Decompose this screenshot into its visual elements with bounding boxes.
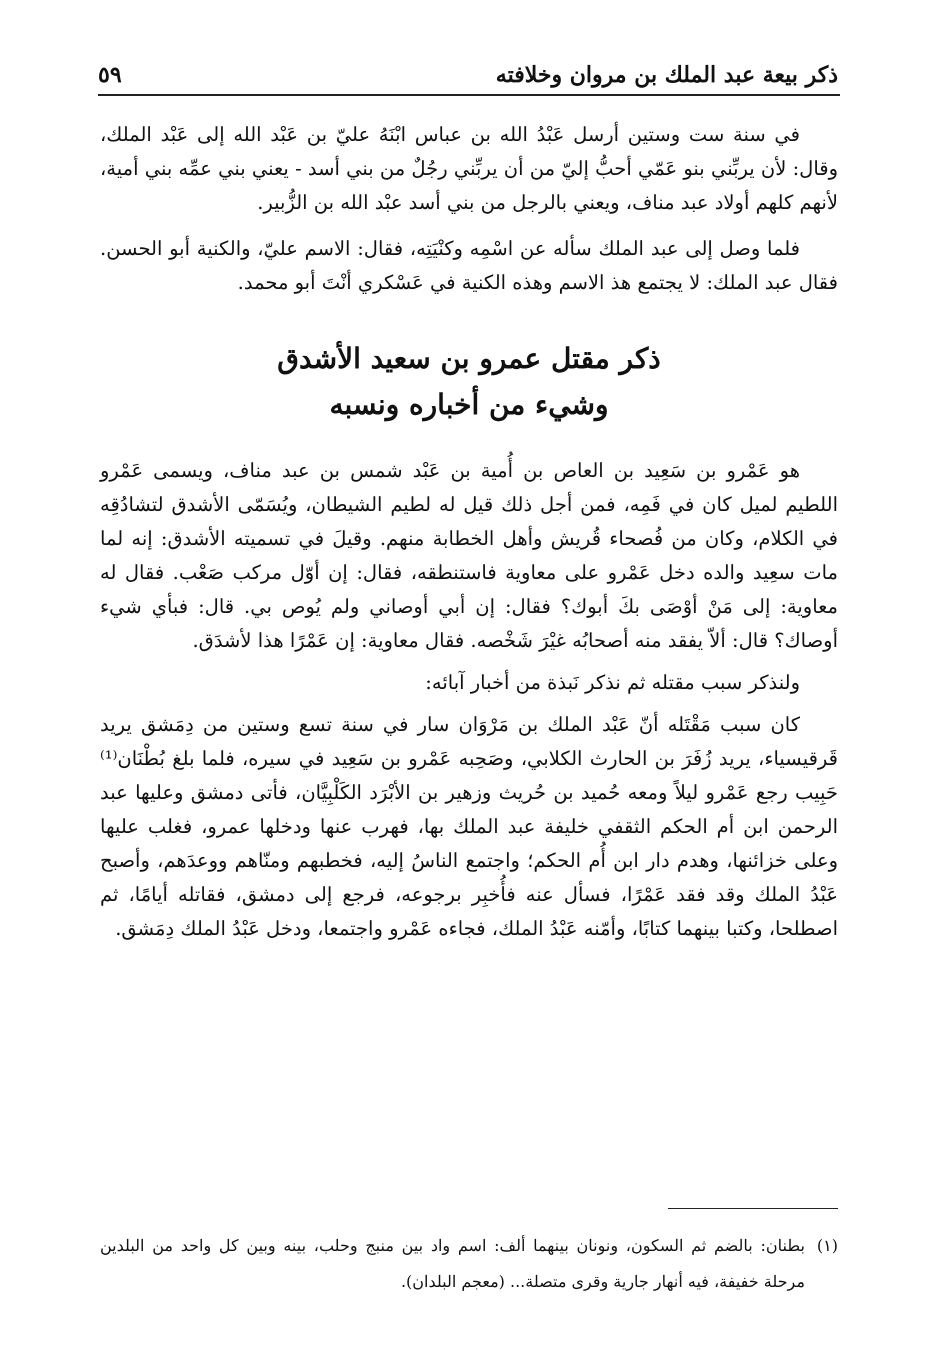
main-text — [100, 118, 838, 946]
paragraph: هو عَمْرو بن سَعِيد بن العاص بن أُمية بن عَبْد شمس بن عبد مناف، ويسمى عَمْرو اللطيم لميل كان في فَمِه، فمن أجل ذلك قيل له لطيم الشيطان، ويُسَمّى الأشدق لتشادُقِه في الكلام، وكان من فُصحاء قُريش وأهل الخطابة منهم. وقيلَ في تسميته الأشدق: إنه لما مات سعِيد والده دخل عَمْرو على معاوية فاستنطقه، فقال: إن أوّل مركب صَعْب. فقال له معاوية: إلى مَنْ أوْصَى بكَ أبوك؟ فقال: إن أبي أوصاني ولم يُوص بي. قال: فبأي شيء أوصاك؟ قال: ألاّ يفقد منه أصحابُه غيْرَ شَخْصه. فقال معاوية: إن عَمْرًا هذا لأشدَق. — [100, 459, 838, 652]
section-heading-line: ذكر مقتل عمرو بن سعيد الأشدق — [277, 342, 661, 375]
paragraph: ولنذكر سبب مقتله ثم نذكر نَبذة من أخبار آبائه: — [425, 671, 800, 694]
section-heading-line: وشيء من أخباره ونسبه — [329, 388, 609, 421]
running-title: ذكر بيعة عبد الملك بن مروان وخلافته — [495, 62, 838, 88]
paragraph: فلما وصل إلى عبد الملك سأله عن اسْمِه وكنْيَتِه، فقال: الاسم عليّ، والكنية أبو الحسن. فقال عبد الملك: لا يجتمع هذ الاسم وهذه الكنية في عَسْكري أنْتَ أبو محمد. — [100, 237, 838, 294]
footnotes — [100, 1228, 838, 1300]
page-number: ٥٩ — [98, 62, 122, 88]
footnote — [100, 1228, 838, 1300]
footnote-divider — [668, 1208, 838, 1209]
paragraph: كان سبب مَقْتَله أنّ عَبْد الملك بن مَرْوَان سار في سنة تسع وستين من دِمَشق يريد قَرقيسياء، يريد زُفَرَ بن الحارث الكلابي، وصَحِبه عَمْرو بن سَعِيد في سيره، فلما بلغ بُطْنَان⁽¹⁾ حَبِيب رجع عَمْرو ليلاً ومعه حُميد بن حُريث وزهير بن الأبْرَد الكَلْبِيَّان، فأتى دمشق وعليها عبد الرحمن ابن أم الحكم الثقفي خليفة عبد الملك بها، فهرب عنها ودخلها عمرو، فغلب عليها وعلى خزائنها، وهدم دار ابن أُم الحكم؛ واجتمع الناسُ إليه، فخطبهم ومنّاهم ووعدَهم، وأصبح عَبْدُ الملك وقد فقد عَمْرًا، فسأل عنه فأُخبِر برجوعه، فرجع إلى دمشق، فقاتله أيامًا، ثم اصطلحا، وكتبا بينهما كتابًا، وأمّنه عَبْدُ الملك، فجاءه عَمْرو واجتمعا، ودخل عَبْدُ الملك دِمَشق. — [100, 713, 838, 940]
header-divider — [98, 94, 840, 96]
footnote-text: بطنان: بالضم ثم السكون، ونونان بينهما ألف: اسم واد بين منبج وحلب، بينه وبين كل واحد من البلدين مرحلة خفيفة، فيه أنهار جارية وقرى متصلة... (معجم البلدان). — [100, 1236, 805, 1291]
running-header — [98, 58, 838, 92]
footnote-mark: (١) — [816, 1236, 838, 1255]
paragraph: في سنة ست وستين أرسل عَبْدُ الله بن عباس ابْنَهُ عليّ بن عَبْد الله إلى عَبْد الملك، وقال: لأن يربِّني بنو عَمّي أحبُّ إليّ من أن يربِّني رجُلٌ من بني أسد - يعني بني عمِّه بني أمية، لأنهم كلهم أولاد عبد مناف، ويعني بالرجل من بني أسد عبْد الله بن الزُّبير. — [100, 123, 838, 214]
section-heading — [100, 336, 838, 428]
